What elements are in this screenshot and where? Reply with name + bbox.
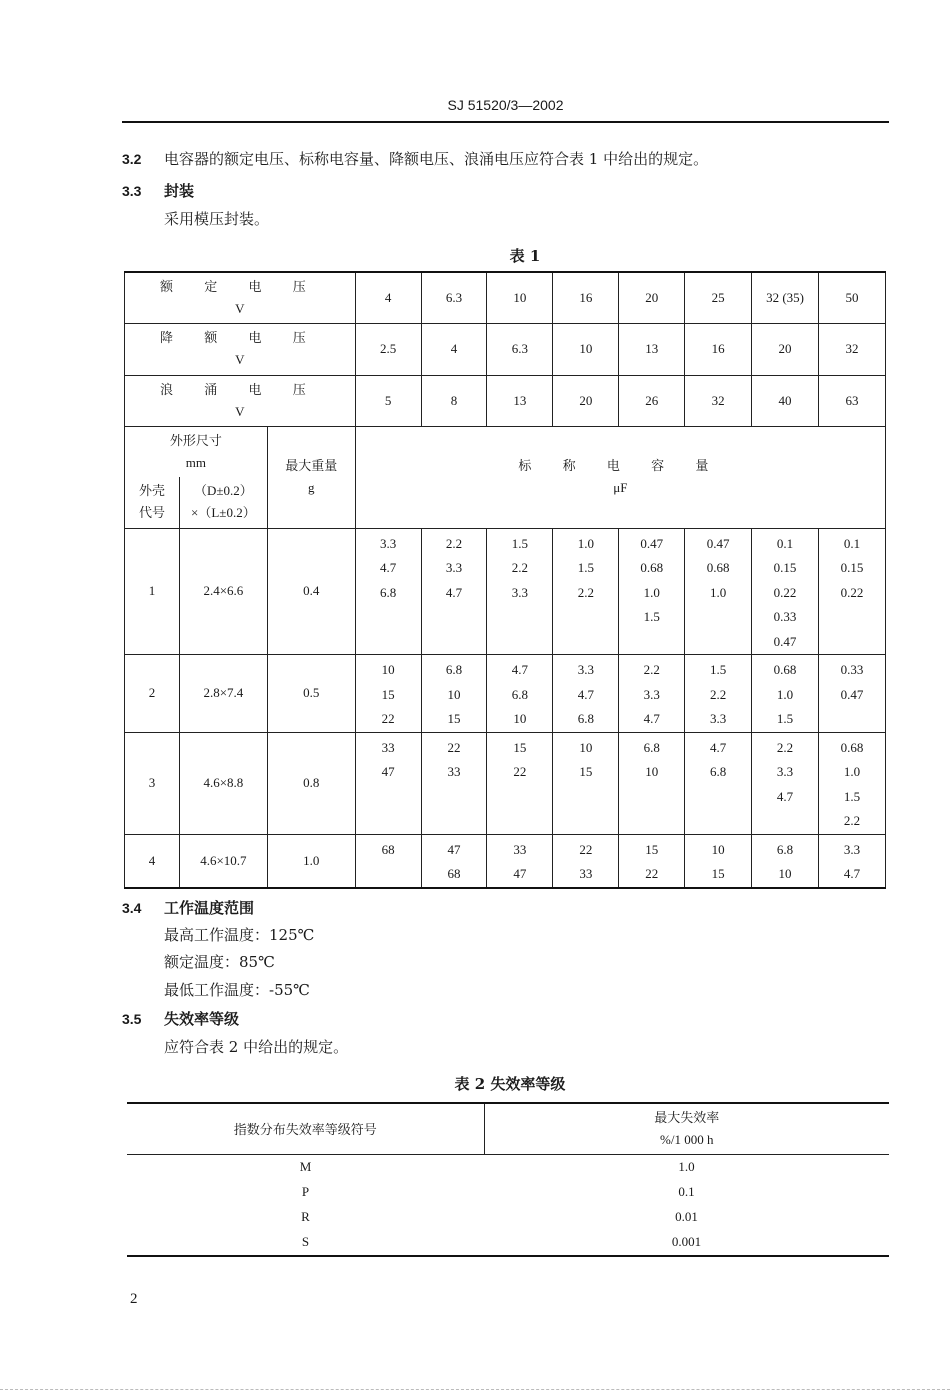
capacitance-cell (752, 655, 819, 733)
section-title: 工作温度范围 (164, 899, 255, 917)
capacitance-value: 4.7 (380, 560, 397, 575)
table2 (127, 1102, 889, 1257)
capacitance-cell (685, 834, 752, 888)
capacitance-cell (818, 528, 885, 655)
rated-voltage-value: 10 (487, 272, 553, 323)
case-row-2 (125, 655, 886, 733)
capacitance-value: 1.5 (843, 788, 861, 804)
capacitance-value: 3.3 (445, 560, 463, 575)
capacitance-value: 4.7 (843, 866, 861, 881)
table2-row (127, 1154, 889, 1180)
capacitance-cell (752, 834, 819, 888)
case-row-1 (125, 528, 886, 655)
case-code-header: 外壳 代号 (125, 477, 180, 528)
section-3-5 (122, 1009, 239, 1029)
capacitance-value: 1.0 (643, 584, 660, 600)
failure-rate-value: 1.0 (678, 1159, 695, 1174)
capacitance-value: 47 (513, 866, 527, 881)
capacitance-cell (355, 834, 421, 888)
capacitance-value: 6.8 (445, 662, 463, 677)
document-code: SJ 51520/3—2002 (447, 97, 564, 113)
derated-voltage-value: 10 (553, 323, 619, 375)
capacitance-value: 1.5 (577, 560, 594, 575)
capacitance-value: 1.5 (643, 609, 660, 624)
capacitance-cell (752, 528, 819, 655)
capacitance-cell (421, 528, 487, 655)
capacitance-value: 1.0 (843, 764, 861, 779)
derated-voltage-value: 13 (619, 323, 685, 375)
case-dimensions: 4.6×10.7 (179, 834, 267, 888)
capacitance-value: 68 (381, 841, 395, 857)
derated-voltage-row (125, 323, 886, 375)
capacitance-cell (487, 834, 553, 888)
capacitance-value: 22 (579, 841, 593, 857)
capacitance-cell (619, 732, 685, 834)
capacitance-value: 1.0 (710, 584, 727, 600)
capacitance-value: 6.8 (643, 739, 660, 755)
rated-voltage-value: 50 (818, 272, 885, 323)
surge-voltage-value: 13 (487, 375, 553, 426)
section-number: 3.2 (122, 151, 142, 167)
capacitance-cell (421, 834, 487, 888)
table2-row (127, 1180, 889, 1205)
table1 (124, 271, 886, 889)
case-dimensions: 2.4×6.6 (179, 528, 267, 655)
capacitance-value: 10 (645, 764, 659, 779)
capacitance-cell (487, 732, 553, 834)
capacitance-value: 10 (711, 841, 725, 857)
dimension-header: 外形尺寸 mm (125, 426, 268, 477)
case-weight: 0.8 (267, 732, 355, 834)
case-weight: 0.5 (267, 655, 355, 733)
capacitance-value: 33 (579, 866, 593, 881)
capacitance-value: 2.2 (643, 662, 660, 677)
capacitance-header: 标 称 电 容 量 μF (355, 426, 885, 528)
capacitance-value: 10 (381, 662, 395, 677)
capacitance-value: 47 (381, 764, 395, 779)
capacitance-value: 0.15 (773, 560, 797, 575)
case-row-4 (125, 834, 886, 888)
surge-voltage-label: 浪 涌 电 压 V (125, 375, 356, 426)
capacitance-value: 3.3 (843, 841, 861, 857)
failure-rate-symbol: P (301, 1184, 310, 1199)
capacitance-cell (818, 834, 885, 888)
capacitance-cell (818, 732, 885, 834)
section-number: 3.3 (122, 183, 142, 199)
surge-voltage-value: 8 (421, 375, 487, 426)
capacitance-cell (619, 834, 685, 888)
rated-voltage-row (125, 272, 886, 323)
page-number: 2 (130, 1291, 138, 1307)
case-weight: 0.4 (267, 528, 355, 655)
capacitance-value: 3.3 (643, 686, 660, 702)
capacitance-cell (685, 732, 752, 834)
capacitance-value: 33 (513, 841, 527, 857)
capacitance-value: 1.5 (710, 662, 727, 677)
capacitance-cell (355, 732, 421, 834)
capacitance-value: 15 (579, 764, 593, 779)
capacitance-cell (487, 655, 553, 733)
capacitance-cell (619, 655, 685, 733)
capacitance-value: 0.1 (843, 535, 861, 551)
failure-rate-symbol: S (127, 1230, 484, 1256)
table2-row (127, 1205, 889, 1230)
failure-rate-value: 0.001 (484, 1230, 889, 1256)
capacitance-value: 1.5 (511, 535, 529, 551)
capacitance-value: 3.3 (776, 764, 794, 779)
capacitance-cell (355, 655, 421, 733)
case-code: 3 (125, 732, 180, 834)
max-failure-rate-header: 最大失效率 %/1 000 h (484, 1103, 889, 1154)
capacitance-value: 0.1 (776, 535, 794, 551)
capacitance-value: 68 (447, 866, 461, 881)
rated-voltage-value: 25 (685, 272, 752, 323)
case-weight: 1.0 (267, 834, 355, 888)
capacitance-cell (355, 528, 421, 655)
header-rule (122, 121, 889, 123)
case-dimensions: 2.8×7.4 (179, 655, 267, 733)
capacitance-value: 1.0 (577, 535, 594, 551)
capacitance-cell (685, 655, 752, 733)
capacitance-value: 10 (778, 866, 792, 881)
capacitance-cell (421, 655, 487, 733)
case-dimensions: 4.6×8.8 (179, 732, 267, 834)
failure-rate-symbol: R (301, 1209, 310, 1224)
section-3-2 (122, 149, 708, 169)
capacitance-value: 22 (447, 739, 461, 755)
failure-rate-symbol: M (299, 1159, 312, 1174)
surge-voltage-value: 20 (553, 375, 619, 426)
capacitance-cell (553, 732, 619, 834)
capacitance-value: 4.7 (577, 686, 594, 702)
rated-voltage-value: 32 (35) (752, 272, 819, 323)
capacitance-value: 4.7 (776, 788, 794, 804)
dimension-formula-header: （D±0.2） ×（L±0.2） (179, 477, 267, 528)
table2-row (127, 1230, 889, 1256)
capacitance-value: 4.7 (710, 739, 727, 755)
capacitance-value: 4.7 (643, 711, 660, 726)
derated-voltage-value: 2.5 (355, 323, 421, 375)
table2-caption: 表 2 失效率等级 (454, 1075, 566, 1093)
capacitance-value: 0.33 (773, 609, 797, 624)
max-temperature: 最高工作温度：125℃ (164, 926, 315, 944)
capacitance-value: 0.22 (773, 584, 797, 600)
capacitance-value: 15 (513, 739, 527, 755)
capacitance-value: 10 (579, 739, 593, 755)
capacitance-value: 15 (381, 686, 395, 702)
surge-voltage-value: 40 (752, 375, 819, 426)
capacitance-value: 1.0 (776, 686, 794, 702)
rated-temperature: 额定温度：85℃ (164, 953, 275, 971)
capacitance-value: 6.8 (511, 686, 529, 702)
scan-edge (0, 1389, 950, 1390)
case-code: 2 (125, 655, 180, 733)
derated-voltage-value: 16 (685, 323, 752, 375)
section-3-5-body: 应符合表 2 中给出的规定。 (164, 1038, 349, 1056)
capacitance-value: 3.3 (577, 662, 594, 677)
rated-voltage-value: 6.3 (421, 272, 487, 323)
table2-header-row (127, 1103, 889, 1154)
capacitance-value: 15 (645, 841, 659, 857)
capacitance-cell (421, 732, 487, 834)
surge-voltage-row (125, 375, 886, 426)
capacitance-value: 0.68 (773, 662, 797, 677)
capacitance-cell (619, 528, 685, 655)
capacitance-value: 22 (645, 866, 659, 881)
capacitance-cell (553, 528, 619, 655)
section-number: 3.5 (122, 1011, 142, 1027)
capacitance-value: 2.2 (445, 535, 463, 551)
section-text: 电容器的额定电压、标称电容量、降额电压、浪涌电压应符合表 1 中给出的规定。 (164, 150, 709, 168)
capacitance-value: 0.47 (840, 686, 864, 702)
dimension-header-row (125, 426, 886, 477)
section-3-3-body: 采用模压封装。 (164, 210, 270, 228)
capacitance-value: 4.7 (445, 584, 463, 600)
section-title: 失效率等级 (164, 1010, 240, 1028)
section-3-4 (122, 898, 254, 918)
capacitance-value: 22 (381, 711, 395, 726)
section-title: 封装 (164, 182, 195, 200)
capacitance-cell (685, 528, 752, 655)
capacitance-value: 0.47 (706, 535, 730, 551)
derated-voltage-value: 32 (818, 323, 885, 375)
capacitance-value: 6.8 (776, 841, 794, 857)
table1-caption: 表 1 (509, 247, 541, 265)
min-temperature: 最低工作温度：-55℃ (164, 981, 310, 999)
surge-voltage-value: 5 (355, 375, 421, 426)
capacitance-value: 10 (447, 686, 461, 702)
failure-rate-symbol-header: 指数分布失效率等级符号 (127, 1103, 484, 1154)
section-number: 3.4 (122, 900, 142, 916)
surge-voltage-value: 63 (818, 375, 885, 426)
capacitance-cell (818, 655, 885, 733)
capacitance-value: 15 (447, 711, 461, 726)
capacitance-value: 47 (447, 841, 461, 857)
capacitance-value: 0.68 (706, 560, 730, 575)
case-row-3 (125, 732, 886, 834)
section-3-3 (122, 181, 194, 201)
capacitance-value: 2.2 (511, 560, 529, 575)
capacitance-cell (553, 834, 619, 888)
capacitance-value: 1.5 (776, 711, 794, 726)
capacitance-value: 22 (513, 764, 527, 779)
derated-voltage-value: 20 (752, 323, 819, 375)
surge-voltage-value: 26 (619, 375, 685, 426)
capacitance-value: 0.15 (840, 560, 864, 575)
capacitance-value: 6.8 (380, 584, 397, 600)
capacitance-value: 3.3 (511, 584, 529, 600)
capacitance-value: 2.2 (710, 686, 727, 702)
weight-header: 最大重量 g (267, 426, 355, 528)
capacitance-value: 3.3 (710, 711, 727, 726)
derated-voltage-value: 6.3 (487, 323, 553, 375)
case-code: 1 (125, 528, 180, 655)
capacitance-value: 2.2 (843, 813, 861, 828)
failure-rate-value: 0.1 (678, 1184, 695, 1199)
capacitance-value: 33 (447, 764, 461, 779)
capacitance-value: 15 (711, 866, 725, 881)
capacitance-value: 33 (381, 739, 395, 755)
capacitance-value: 6.8 (577, 711, 594, 726)
capacitance-cell (487, 528, 553, 655)
capacitance-value: 0.68 (640, 560, 664, 575)
capacitance-value: 0.68 (840, 739, 864, 755)
derated-voltage-label: 降 额 电 压 V (125, 323, 356, 375)
rated-voltage-value: 20 (619, 272, 685, 323)
derated-voltage-value: 4 (421, 323, 487, 375)
capacitance-value: 6.8 (710, 764, 727, 779)
capacitance-cell (752, 732, 819, 834)
rated-voltage-label: 额 定 电 压 V (125, 272, 356, 323)
surge-voltage-value: 32 (685, 375, 752, 426)
capacitance-value: 10 (513, 711, 527, 726)
capacitance-value: 0.22 (840, 584, 864, 600)
case-code: 4 (125, 834, 180, 888)
capacitance-value: 0.47 (773, 633, 797, 649)
capacitance-value: 2.2 (776, 739, 794, 755)
capacitance-value: 2.2 (577, 584, 594, 600)
rated-voltage-value: 16 (553, 272, 619, 323)
capacitance-cell (553, 655, 619, 733)
capacitance-value: 4.7 (511, 662, 529, 677)
capacitance-value: 0.33 (840, 662, 864, 677)
failure-rate-value: 0.01 (675, 1209, 698, 1224)
capacitance-value: 3.3 (380, 535, 397, 551)
rated-voltage-value: 4 (355, 272, 421, 323)
capacitance-value: 0.47 (640, 535, 664, 551)
